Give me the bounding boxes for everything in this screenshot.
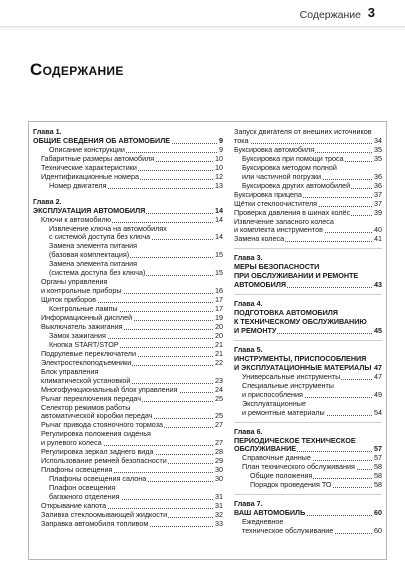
toc-page-number: 35: [374, 145, 382, 154]
toc-entry-title: Рычаг привода стояночного тормоза: [41, 421, 164, 430]
toc-page-number: 39: [374, 208, 382, 217]
toc-page-number: 21: [215, 340, 223, 349]
toc-entry[interactable]: [33, 164, 223, 172]
page-number: 3: [367, 5, 375, 20]
toc-entry-title: ОБСЛУЖИВАНИЕ: [234, 445, 297, 454]
section-divider: [234, 248, 382, 249]
toc-entry-title: и контрольные приборы: [41, 287, 122, 296]
toc-entry[interactable]: [33, 412, 223, 420]
toc-page-number: 10: [215, 163, 223, 172]
toc-entry-title: (система доступа без ключа): [49, 269, 146, 278]
toc-entry-title: Многофункциональный блок управления: [41, 385, 178, 394]
running-title: Содержание: [299, 9, 361, 21]
toc-entry: [234, 400, 382, 408]
toc-entry[interactable]: [33, 216, 223, 224]
toc-entry: [234, 518, 382, 526]
toc-entry[interactable]: [33, 475, 223, 483]
toc-entry[interactable]: [234, 146, 382, 154]
toc-entry-title: Замена элемента питания: [49, 260, 138, 269]
toc-entry-title: Общие положения: [250, 472, 313, 481]
toc-entry[interactable]: [33, 323, 223, 331]
toc-page-number: 58: [374, 463, 382, 472]
toc-entry-title: Глава 2.: [33, 197, 62, 206]
toc-entry-title: Эксплуатационные: [242, 399, 306, 408]
toc-entry-title: Плафон освещения: [49, 484, 116, 493]
toc-page-number: 22: [215, 358, 223, 367]
toc-entry[interactable]: [33, 251, 223, 259]
toc-entry[interactable]: [33, 314, 223, 322]
toc-entry-title: Технические характеристики: [41, 163, 137, 172]
toc-entry[interactable]: [234, 235, 382, 243]
toc-entry[interactable]: [33, 448, 223, 456]
toc-entry-title: ПЕРИОДИЧЕСКОЕ ТЕХНИЧЕСКОЕ: [234, 436, 356, 445]
toc-entry: [234, 382, 382, 390]
toc-page-number: 58: [374, 481, 382, 490]
chapter-heading-line: [234, 500, 382, 508]
toc-page-number: 49: [374, 390, 382, 399]
toc-page-number: 33: [215, 519, 223, 528]
toc-entry-title: Регулировка положения сиденья: [41, 430, 151, 439]
toc-entry[interactable]: [33, 155, 223, 163]
toc-entry-title: Идентификационные номера: [41, 172, 139, 181]
chapter-heading-line[interactable]: [234, 509, 382, 517]
toc-entry[interactable]: [234, 527, 382, 535]
toc-entry[interactable]: [33, 173, 223, 181]
toc-entry[interactable]: [33, 386, 223, 394]
toc-entry: [33, 242, 223, 250]
toc-entry[interactable]: [33, 502, 223, 510]
toc-entry[interactable]: [33, 182, 223, 190]
toc-entry-title: Органы управления: [41, 278, 108, 287]
toc-entry-title: техническое обслуживание: [242, 527, 334, 536]
toc-entry-title: Глава 6.: [234, 427, 263, 436]
toc-page-number: 25: [215, 394, 223, 403]
toc-page-number: 15: [215, 251, 223, 260]
toc-entry: [33, 404, 223, 412]
toc-page-number: 20: [215, 331, 223, 340]
toc-entry[interactable]: [33, 421, 223, 429]
toc-entry-title: ЭКСПЛУАТАЦИЯ АВТОМОБИЛЯ: [33, 206, 146, 215]
toc-entry-title: или частичной погрузки: [242, 172, 322, 181]
toc-entry-title: багажного отделения: [49, 493, 120, 501]
toc-entry-title: МЕРЫ БЕЗОПАСНОСТИ: [234, 263, 320, 272]
toc-entry-title: Номер двигателя: [49, 181, 107, 190]
toc-page-number: 15: [215, 269, 223, 278]
toc-entry-title: Блок управления: [41, 367, 99, 376]
toc-entry: [33, 368, 223, 376]
toc-page-number: 19: [215, 314, 223, 322]
toc-page-number: 28: [215, 448, 223, 457]
toc-entry-title: Замок зажигания: [49, 331, 106, 340]
toc-entry-title: Кнопка START/STOP: [49, 340, 119, 349]
toc-page-number: 58: [374, 472, 382, 481]
toc-entry[interactable]: [33, 269, 223, 277]
toc-entry-title: Универсальные инструменты: [242, 372, 341, 381]
toc-entry[interactable]: [234, 191, 382, 199]
toc-page-number: 14: [215, 215, 223, 224]
toc-page-number: 47: [374, 363, 382, 372]
toc-page-number: 13: [215, 181, 223, 190]
toc-page-number: 30: [215, 475, 223, 484]
toc-entry-title: Описание конструкции: [49, 145, 125, 154]
toc-entry[interactable]: [33, 457, 223, 465]
toc-page-number: 57: [374, 454, 382, 463]
toc-entry[interactable]: [234, 200, 382, 208]
dot-leader: [234, 143, 382, 144]
toc-entry-title: ПОДГОТОВКА АВТОМОБИЛЯ: [234, 309, 338, 318]
toc-page-number: 14: [215, 206, 223, 215]
toc-entry-title: и рулевого колеса: [41, 439, 102, 448]
toc-page-number: 43: [374, 281, 382, 290]
toc-entry[interactable]: [234, 391, 382, 399]
toc-page-number: 36: [374, 181, 382, 190]
toc-entry-title: Заливка стеклоомывающей жидкости: [41, 510, 168, 519]
toc-entry[interactable]: [33, 287, 223, 295]
toc-entry[interactable]: [33, 341, 223, 349]
toc-entry-title: ПРИ ОБСЛУЖИВАНИИ И РЕМОНТЕ: [234, 272, 359, 281]
toc-entry-title: (базовая комплектация): [49, 251, 130, 260]
toc-entry-title: Информационный дисплей: [41, 314, 133, 322]
toc-entry-title: И ЭКСПЛУАТАЦИОННЫЕ МАТЕРИАЛЫ: [234, 363, 372, 372]
toc-entry-title: ИНСТРУМЕНТЫ, ПРИСПОСОБЛЕНИЯ: [234, 354, 367, 363]
toc-entry-title: Контрольные лампы: [49, 305, 118, 314]
section-divider: [234, 494, 382, 495]
toc-entry-title: Электростеклоподъемники: [41, 358, 132, 367]
toc-page-number: 36: [374, 172, 382, 181]
toc-entry-title: и приспособления: [242, 390, 303, 399]
toc-entry[interactable]: [234, 481, 382, 489]
chapter-heading-line: [234, 318, 382, 326]
toc-page-number: 16: [215, 287, 223, 296]
toc-entry-title: Порядок проведения ТО: [250, 481, 332, 490]
toc-page-number: 37: [374, 190, 382, 199]
toc-entry[interactable]: [234, 137, 382, 145]
page-title: Содержание: [30, 60, 124, 79]
toc-page-number: 20: [215, 322, 223, 331]
toc-page-number: 35: [374, 154, 382, 163]
toc-entry-title: Проверка давления в шинах колёс: [234, 208, 351, 217]
chapter-heading-line: [234, 355, 382, 363]
toc-entry[interactable]: [234, 209, 382, 217]
toc-entry[interactable]: [33, 332, 223, 340]
toc-entry-title: Использование ремней безопасности: [41, 457, 167, 466]
toc-page-number: 10: [215, 154, 223, 163]
toc-entry-title: И РЕМОНТУ: [234, 327, 277, 335]
toc-entry[interactable]: [234, 409, 382, 417]
toc-entry[interactable]: [33, 395, 223, 403]
page-header: [0, 0, 405, 32]
toc-entry-title: Глава 7.: [234, 500, 263, 509]
toc-frame: [28, 121, 387, 560]
toc-entry: [33, 260, 223, 268]
toc-entry-title: Глава 5.: [234, 345, 263, 354]
chapter-heading-line[interactable]: [234, 327, 382, 335]
toc-entry-title: Плафоны освещения: [41, 466, 113, 475]
toc-entry-title: Буксировка методом полной: [242, 163, 337, 172]
toc-entry-title: Щётки стеклоочистителя: [234, 199, 318, 208]
toc-entry[interactable]: [33, 493, 223, 501]
toc-entry-title: ОБЩИЕ СВЕДЕНИЯ ОБ АВТОМОБИЛЕ: [33, 136, 171, 145]
toc-entry-title: автоматической коробки передач: [41, 412, 153, 421]
toc-entry-title: и ремонтные материалы: [242, 408, 325, 417]
toc-entry-title: Плафоны освещения салона: [49, 475, 147, 484]
toc-entry-title: Буксировка других автомобилей: [242, 181, 351, 190]
section-divider: [234, 422, 382, 423]
toc-entry-title: с системой доступа без ключа: [49, 233, 151, 242]
chapter-heading-line: [234, 309, 382, 317]
toc-page-number: 17: [215, 296, 223, 305]
toc-entry[interactable]: [33, 359, 223, 367]
toc-entry-title: Специальные инструменты: [242, 381, 334, 390]
toc-entry: [33, 484, 223, 492]
chapter-heading-line[interactable]: [33, 137, 223, 145]
toc-page-number: 17: [215, 305, 223, 314]
toc-entry[interactable]: [234, 463, 382, 471]
toc-entry[interactable]: [234, 226, 382, 234]
toc-entry[interactable]: [33, 296, 223, 304]
toc-page-number: 21: [215, 349, 223, 358]
chapter-heading-line: [234, 300, 382, 308]
toc-page-number: 23: [215, 376, 223, 385]
toc-entry[interactable]: [234, 373, 382, 381]
toc-page-number: 41: [374, 235, 382, 244]
toc-entry[interactable]: [33, 350, 223, 358]
chapter-heading-line: [234, 346, 382, 354]
toc-page-number: 47: [374, 372, 382, 381]
toc-entry-title: Селектор режимов работы: [41, 403, 131, 412]
toc-entry[interactable]: [33, 233, 223, 241]
chapter-heading-line: [234, 272, 382, 280]
toc-entry-title: Буксировка автомобиля: [234, 145, 315, 154]
toc-entry-title: Глава 3.: [234, 254, 263, 263]
toc-entry-title: Ежедневное: [242, 518, 284, 527]
toc-page-number: 25: [215, 412, 223, 421]
chapter-heading-line[interactable]: [234, 281, 382, 289]
toc-entry: [234, 128, 382, 136]
toc-page-number: 32: [215, 510, 223, 519]
toc-entry-title: Ключи к автомобилю: [41, 215, 112, 224]
chapter-heading-line[interactable]: [234, 364, 382, 372]
toc-entry-title: тока: [234, 136, 249, 145]
toc-entry-title: План технического обслуживания: [242, 463, 355, 472]
toc-entry[interactable]: [33, 305, 223, 313]
toc-entry-title: и комплекта инструментов: [234, 226, 323, 235]
toc-entry[interactable]: [33, 466, 223, 474]
toc-entry-title: Подрулевые переключатели: [41, 349, 137, 358]
toc-entry[interactable]: [33, 377, 223, 385]
chapter-heading-line: [33, 198, 223, 206]
toc-entry-title: Глава 4.: [234, 300, 263, 309]
toc-entry-title: Замена элемента питания: [49, 242, 138, 251]
toc-entry-title: Рычаг переключения передач: [41, 394, 141, 403]
toc-entry[interactable]: [33, 146, 223, 154]
toc-page-number: 31: [215, 501, 223, 510]
toc-entry-title: Глава 1.: [33, 128, 62, 136]
toc-page-number: 29: [215, 457, 223, 466]
toc-entry[interactable]: [234, 155, 382, 163]
toc-entry: [234, 164, 382, 172]
header-shade: [0, 27, 405, 31]
toc-entry[interactable]: [234, 173, 382, 181]
toc-entry-title: Извлечение ключа на автомобилях: [49, 224, 167, 233]
chapter-heading-line: [234, 263, 382, 271]
toc-page-number: 57: [374, 445, 382, 454]
section-divider: [234, 340, 382, 341]
toc-entry-title: Замена колеса: [234, 235, 285, 244]
toc-entry: [33, 225, 223, 233]
toc-page-number: 60: [374, 527, 382, 536]
toc-page-number: 14: [215, 233, 223, 242]
toc-entry-title: АВТОМОБИЛЯ: [234, 281, 287, 290]
chapter-heading-line: [234, 428, 382, 436]
toc-page-number: 31: [215, 493, 223, 501]
chapter-heading-line[interactable]: [234, 445, 382, 453]
toc-entry: [234, 218, 382, 226]
toc-entry-title: Габаритные размеры автомобиля: [41, 154, 155, 163]
toc-page-number: 60: [374, 509, 382, 518]
toc-page-number: 27: [215, 421, 223, 430]
toc-page-number: 45: [374, 327, 382, 335]
toc-entry-title: К ТЕХНИЧЕСКОМУ ОБСЛУЖИВАНИЮ: [234, 318, 367, 327]
toc-page-number: 37: [374, 199, 382, 208]
toc-page-number: 12: [215, 172, 223, 181]
toc-entry-title: Извлечение запасного колеса: [234, 217, 334, 226]
toc-entry-title: Щиток приборов: [41, 296, 96, 305]
chapter-heading-line: [234, 437, 382, 445]
toc-entry-title: Выключатель зажигания: [41, 322, 123, 331]
toc-entry[interactable]: [234, 472, 382, 480]
toc-entry-title: Открывание капота: [41, 501, 107, 510]
chapter-heading-line: [234, 254, 382, 262]
toc-entry-title: ВАШ АВТОМОБИЛЬ: [234, 509, 306, 518]
toc-entry-title: климатической установкой: [41, 376, 131, 385]
toc-entry[interactable]: [33, 520, 223, 528]
toc-entry[interactable]: [33, 511, 223, 519]
toc-entry[interactable]: [33, 439, 223, 447]
toc-entry-title: Заправка автомобиля топливом: [41, 519, 149, 528]
chapter-heading-line[interactable]: [33, 207, 223, 215]
toc-page-number: 9: [219, 145, 223, 154]
toc-entry[interactable]: [234, 182, 382, 190]
toc-entry-title: Буксировка прицепа: [234, 190, 302, 199]
toc-entry-title: Буксировка при помощи троса: [242, 154, 344, 163]
toc-entry-title: Запуск двигателя от внешних источников: [234, 128, 372, 136]
toc-entry-title: Регулировка зеркал заднего вида: [41, 448, 154, 457]
section-divider: [234, 294, 382, 295]
toc-page-number: 30: [215, 466, 223, 475]
toc-entry[interactable]: [234, 454, 382, 462]
toc-entry: [33, 278, 223, 286]
toc-page-number: 40: [374, 226, 382, 235]
toc-page-number: 27: [215, 439, 223, 448]
toc-page-number: 34: [374, 136, 382, 145]
toc-page-number: 54: [374, 408, 382, 417]
chapter-heading-line: [33, 128, 223, 136]
toc-entry-title: Справочные данные: [242, 454, 311, 463]
toc-page-number: 24: [215, 385, 223, 394]
toc-entry: [33, 430, 223, 438]
toc-page-number: 9: [219, 136, 223, 145]
